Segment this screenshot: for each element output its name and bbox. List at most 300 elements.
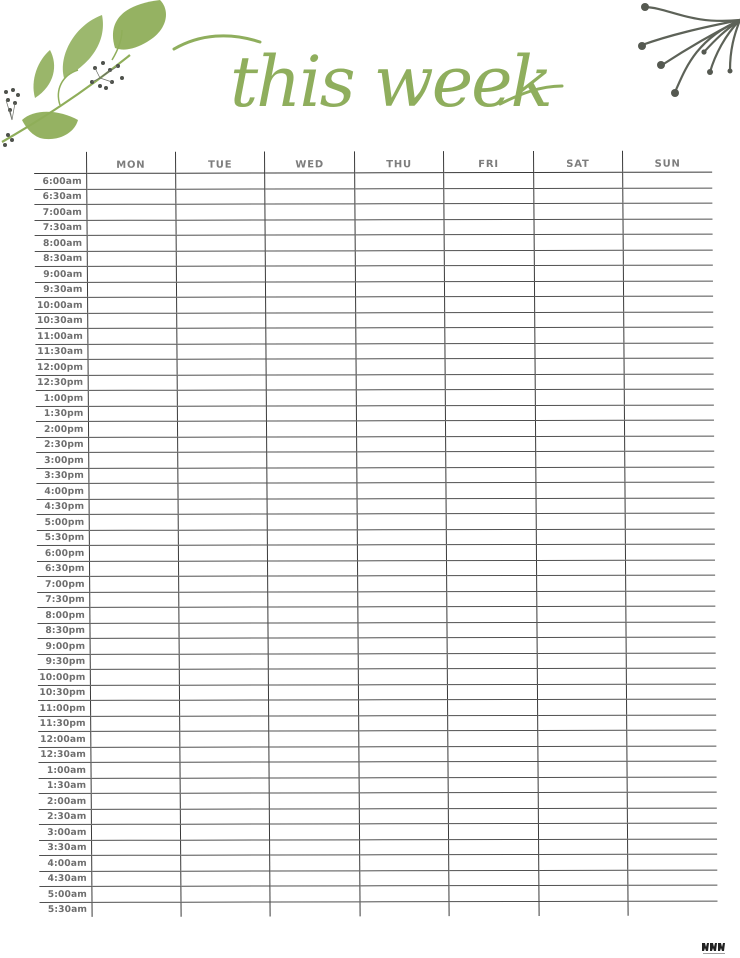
slot-cell-sat[interactable] [537,622,627,638]
slot-cell-tue[interactable] [177,313,267,329]
slot-cell-mon[interactable] [86,173,176,189]
slot-cell-sun[interactable] [626,653,716,669]
slot-cell-thu[interactable] [359,746,449,762]
slot-cell-thu[interactable] [359,824,449,840]
slot-cell-fri[interactable] [446,451,536,467]
slot-cell-mon[interactable] [90,685,180,701]
slot-cell-sat[interactable] [535,343,625,359]
slot-cell-thu[interactable] [355,297,445,313]
slot-cell-tue[interactable] [176,235,266,251]
slot-cell-wed[interactable] [268,529,358,545]
slot-cell-thu[interactable] [358,591,448,607]
slot-cell-mon[interactable] [91,809,181,825]
slot-cell-thu[interactable] [356,452,446,468]
slot-cell-sun[interactable] [627,777,717,793]
slot-cell-tue[interactable] [181,855,271,871]
slot-cell-wed[interactable] [269,715,359,731]
slot-cell-wed[interactable] [268,638,358,654]
slot-cell-mon[interactable] [87,297,177,313]
slot-cell-thu[interactable] [358,700,448,716]
slot-cell-tue[interactable] [179,669,269,685]
slot-cell-sat[interactable] [537,715,627,731]
slot-cell-sat[interactable] [534,281,624,297]
slot-cell-mon[interactable] [88,421,178,437]
slot-cell-sun[interactable] [625,467,715,483]
slot-cell-tue[interactable] [177,375,267,391]
slot-cell-tue[interactable] [178,437,268,453]
slot-cell-wed[interactable] [270,824,360,840]
slot-cell-mon[interactable] [89,607,179,623]
slot-cell-sat[interactable] [538,854,628,870]
slot-cell-mon[interactable] [91,886,181,902]
slot-cell-sat[interactable] [535,420,625,436]
slot-cell-sun[interactable] [624,327,714,343]
slot-cell-thu[interactable] [355,188,445,204]
slot-cell-fri[interactable] [447,606,537,622]
slot-cell-thu[interactable] [356,436,446,452]
slot-cell-wed[interactable] [270,793,360,809]
slot-cell-sat[interactable] [539,885,629,901]
slot-cell-sun[interactable] [623,250,713,266]
slot-cell-tue[interactable] [178,545,268,561]
slot-cell-mon[interactable] [88,468,178,484]
slot-cell-tue[interactable] [181,886,271,902]
slot-cell-mon[interactable] [87,266,177,282]
slot-cell-thu[interactable] [358,622,448,638]
slot-cell-sat[interactable] [536,513,626,529]
slot-cell-sun[interactable] [627,746,717,762]
slot-cell-tue[interactable] [180,778,270,794]
slot-cell-fri[interactable] [449,839,539,855]
slot-cell-mon[interactable] [90,654,180,670]
slot-cell-fri[interactable] [447,637,537,653]
slot-cell-thu[interactable] [356,374,446,390]
slot-cell-sun[interactable] [623,172,713,188]
slot-cell-sat[interactable] [535,374,625,390]
slot-cell-tue[interactable] [178,499,268,515]
slot-cell-mon[interactable] [90,731,180,747]
slot-cell-mon[interactable] [86,204,176,220]
slot-cell-fri[interactable] [448,715,538,731]
slot-cell-thu[interactable] [356,390,446,406]
slot-cell-thu[interactable] [357,498,447,514]
slot-cell-thu[interactable] [357,467,447,483]
slot-cell-wed[interactable] [265,235,355,251]
slot-cell-mon[interactable] [90,700,180,716]
slot-cell-wed[interactable] [270,870,360,886]
slot-cell-tue[interactable] [180,731,270,747]
slot-cell-tue[interactable] [176,282,266,298]
slot-cell-sun[interactable] [623,219,713,235]
slot-cell-mon[interactable] [89,576,179,592]
slot-cell-fri[interactable] [446,529,536,545]
slot-cell-thu[interactable] [355,312,445,328]
slot-cell-sat[interactable] [538,808,628,824]
slot-cell-sat[interactable] [538,792,628,808]
slot-cell-sun[interactable] [625,482,715,498]
slot-cell-thu[interactable] [360,901,450,916]
slot-cell-sat[interactable] [536,591,626,607]
slot-cell-sat[interactable] [535,451,625,467]
slot-cell-sun[interactable] [626,606,716,622]
slot-cell-wed[interactable] [270,886,360,902]
slot-cell-thu[interactable] [357,483,447,499]
slot-cell-thu[interactable] [357,545,447,561]
slot-cell-sat[interactable] [534,203,624,219]
slot-cell-sat[interactable] [536,498,626,514]
slot-cell-sun[interactable] [628,870,718,886]
slot-cell-fri[interactable] [445,296,535,312]
slot-cell-fri[interactable] [445,374,535,390]
slot-cell-thu[interactable] [358,638,448,654]
slot-cell-tue[interactable] [176,189,266,205]
slot-cell-fri[interactable] [444,172,534,188]
slot-cell-fri[interactable] [449,808,539,824]
slot-cell-mon[interactable] [87,251,177,267]
slot-cell-sat[interactable] [534,265,624,281]
slot-cell-thu[interactable] [358,715,448,731]
slot-cell-sun[interactable] [626,684,716,700]
slot-cell-mon[interactable] [89,623,179,639]
slot-cell-fri[interactable] [444,219,534,235]
slot-cell-fri[interactable] [447,544,537,560]
slot-cell-fri[interactable] [448,761,538,777]
slot-cell-thu[interactable] [359,777,449,793]
slot-cell-mon[interactable] [89,592,179,608]
slot-cell-mon[interactable] [89,514,179,530]
slot-cell-fri[interactable] [446,436,536,452]
slot-cell-fri[interactable] [447,560,537,576]
slot-cell-fri[interactable] [448,699,538,715]
slot-cell-mon[interactable] [91,871,181,887]
slot-cell-mon[interactable] [92,902,182,917]
slot-cell-fri[interactable] [447,575,537,591]
slot-cell-thu[interactable] [359,793,449,809]
slot-cell-wed[interactable] [266,266,356,282]
slot-cell-thu[interactable] [354,173,444,189]
slot-cell-fri[interactable] [449,823,539,839]
slot-cell-sun[interactable] [623,281,713,297]
slot-cell-tue[interactable] [181,871,271,887]
slot-cell-tue[interactable] [180,762,270,778]
slot-cell-wed[interactable] [268,545,358,561]
slot-cell-fri[interactable] [445,281,535,297]
slot-cell-fri[interactable] [448,684,538,700]
slot-cell-thu[interactable] [356,328,446,344]
slot-cell-wed[interactable] [269,777,359,793]
slot-cell-fri[interactable] [444,203,534,219]
slot-cell-sun[interactable] [624,312,714,328]
slot-cell-sat[interactable] [537,653,627,669]
slot-cell-wed[interactable] [269,653,359,669]
slot-cell-sat[interactable] [534,296,624,312]
slot-cell-sun[interactable] [624,389,714,405]
slot-cell-sat[interactable] [534,250,624,266]
slot-cell-sun[interactable] [627,808,717,824]
slot-cell-thu[interactable] [359,839,449,855]
slot-cell-fri[interactable] [445,343,535,359]
slot-cell-wed[interactable] [265,173,355,189]
slot-cell-sun[interactable] [628,885,718,901]
slot-cell-sat[interactable] [533,172,623,188]
slot-cell-fri[interactable] [445,327,535,343]
slot-cell-mon[interactable] [88,390,178,406]
slot-cell-tue[interactable] [180,824,270,840]
slot-cell-sat[interactable] [538,777,628,793]
slot-cell-wed[interactable] [267,498,357,514]
slot-cell-wed[interactable] [266,343,356,359]
slot-cell-tue[interactable] [177,359,267,375]
slot-cell-sat[interactable] [535,436,625,452]
slot-cell-mon[interactable] [91,793,181,809]
slot-cell-sun[interactable] [627,823,717,839]
slot-cell-thu[interactable] [358,684,448,700]
slot-cell-sat[interactable] [537,730,627,746]
slot-cell-tue[interactable] [176,204,266,220]
slot-cell-thu[interactable] [355,266,445,282]
slot-cell-thu[interactable] [357,514,447,530]
slot-cell-tue[interactable] [177,297,267,313]
slot-cell-sat[interactable] [538,823,628,839]
slot-cell-fri[interactable] [448,777,538,793]
slot-cell-mon[interactable] [89,530,179,546]
slot-cell-wed[interactable] [267,405,357,421]
slot-cell-tue[interactable] [179,576,269,592]
slot-cell-sun[interactable] [626,591,716,607]
slot-cell-sun[interactable] [627,715,717,731]
slot-cell-mon[interactable] [90,747,180,763]
slot-cell-sun[interactable] [625,451,715,467]
slot-cell-wed[interactable] [269,684,359,700]
slot-cell-mon[interactable] [91,824,181,840]
slot-cell-sat[interactable] [536,544,626,560]
slot-cell-thu[interactable] [356,359,446,375]
slot-cell-fri[interactable] [447,653,537,669]
slot-cell-sat[interactable] [537,637,627,653]
slot-cell-thu[interactable] [359,762,449,778]
slot-cell-wed[interactable] [268,576,358,592]
slot-cell-sun[interactable] [625,529,715,545]
slot-cell-fri[interactable] [446,420,536,436]
slot-cell-fri[interactable] [444,188,534,204]
slot-cell-wed[interactable] [266,281,356,297]
slot-cell-tue[interactable] [180,809,270,825]
slot-cell-fri[interactable] [446,467,536,483]
slot-cell-wed[interactable] [268,514,358,530]
slot-cell-sat[interactable] [539,901,629,916]
slot-cell-wed[interactable] [266,374,356,390]
slot-cell-sun[interactable] [626,622,716,638]
slot-cell-sun[interactable] [625,436,715,452]
slot-cell-tue[interactable] [178,561,268,577]
slot-cell-sun[interactable] [627,761,717,777]
slot-cell-mon[interactable] [89,499,179,515]
slot-cell-sun[interactable] [627,730,717,746]
slot-cell-sat[interactable] [536,606,626,622]
slot-cell-thu[interactable] [358,669,448,685]
slot-cell-sun[interactable] [623,203,713,219]
slot-cell-mon[interactable] [88,375,178,391]
slot-cell-sat[interactable] [537,746,627,762]
slot-cell-fri[interactable] [445,389,535,405]
slot-cell-sun[interactable] [628,901,718,916]
slot-cell-sun[interactable] [628,839,718,855]
slot-cell-thu[interactable] [355,204,445,220]
slot-cell-mon[interactable] [89,561,179,577]
slot-cell-fri[interactable] [444,250,534,266]
slot-cell-thu[interactable] [356,343,446,359]
slot-cell-tue[interactable] [179,654,269,670]
slot-cell-fri[interactable] [447,622,537,638]
slot-cell-sun[interactable] [624,343,714,359]
slot-cell-fri[interactable] [444,234,534,250]
slot-cell-mon[interactable] [90,716,180,732]
slot-cell-fri[interactable] [447,668,537,684]
slot-cell-fri[interactable] [445,265,535,281]
slot-cell-tue[interactable] [176,220,266,236]
slot-cell-sat[interactable] [534,219,624,235]
slot-cell-thu[interactable] [359,808,449,824]
slot-cell-sat[interactable] [536,575,626,591]
slot-cell-wed[interactable] [266,328,356,344]
slot-cell-sat[interactable] [537,699,627,715]
slot-cell-tue[interactable] [178,530,268,546]
slot-cell-sun[interactable] [625,513,715,529]
slot-cell-sat[interactable] [535,358,625,374]
slot-cell-wed[interactable] [270,855,360,871]
slot-cell-tue[interactable] [179,638,269,654]
slot-cell-sat[interactable] [538,870,628,886]
slot-cell-wed[interactable] [267,390,357,406]
slot-cell-sat[interactable] [536,529,626,545]
slot-cell-tue[interactable] [179,607,269,623]
slot-cell-thu[interactable] [357,560,447,576]
slot-cell-wed[interactable] [265,219,355,235]
slot-cell-sun[interactable] [623,188,713,204]
slot-cell-wed[interactable] [270,839,360,855]
slot-cell-mon[interactable] [87,282,177,298]
slot-cell-tue[interactable] [178,452,268,468]
slot-cell-sat[interactable] [538,761,628,777]
slot-cell-wed[interactable] [266,312,356,328]
slot-cell-sat[interactable] [536,482,626,498]
slot-cell-fri[interactable] [448,792,538,808]
slot-cell-wed[interactable] [268,622,358,638]
slot-cell-mon[interactable] [91,778,181,794]
slot-cell-sat[interactable] [533,188,623,204]
slot-cell-tue[interactable] [180,716,270,732]
slot-cell-wed[interactable] [267,483,357,499]
slot-cell-sun[interactable] [626,637,716,653]
slot-cell-mon[interactable] [87,344,177,360]
slot-cell-sat[interactable] [534,312,624,328]
slot-cell-tue[interactable] [179,685,269,701]
slot-cell-sat[interactable] [537,684,627,700]
slot-cell-sat[interactable] [535,389,625,405]
slot-cell-thu[interactable] [359,855,449,871]
slot-cell-thu[interactable] [357,576,447,592]
slot-cell-sun[interactable] [626,668,716,684]
slot-cell-wed[interactable] [266,250,356,266]
slot-cell-mon[interactable] [90,669,180,685]
slot-cell-tue[interactable] [179,592,269,608]
slot-cell-tue[interactable] [176,266,266,282]
slot-cell-wed[interactable] [270,901,360,916]
slot-cell-mon[interactable] [87,235,177,251]
slot-cell-sat[interactable] [536,560,626,576]
slot-cell-mon[interactable] [89,545,179,561]
slot-cell-mon[interactable] [91,840,181,856]
slot-cell-mon[interactable] [91,855,181,871]
slot-cell-fri[interactable] [446,405,536,421]
slot-cell-thu[interactable] [359,731,449,747]
slot-cell-wed[interactable] [266,297,356,313]
slot-cell-tue[interactable] [180,840,270,856]
slot-cell-mon[interactable] [90,762,180,778]
slot-cell-fri[interactable] [446,498,536,514]
slot-cell-tue[interactable] [178,514,268,530]
slot-cell-wed[interactable] [269,746,359,762]
slot-cell-thu[interactable] [355,219,445,235]
slot-cell-thu[interactable] [356,405,446,421]
slot-cell-wed[interactable] [265,204,355,220]
slot-cell-wed[interactable] [269,731,359,747]
slot-cell-tue[interactable] [179,700,269,716]
slot-cell-wed[interactable] [270,808,360,824]
slot-cell-wed[interactable] [267,421,357,437]
slot-cell-mon[interactable] [87,220,177,236]
slot-cell-wed[interactable] [267,436,357,452]
slot-cell-tue[interactable] [177,328,267,344]
slot-cell-thu[interactable] [355,250,445,266]
slot-cell-wed[interactable] [268,560,358,576]
slot-cell-thu[interactable] [360,886,450,902]
slot-cell-sun[interactable] [628,854,718,870]
slot-cell-tue[interactable] [178,483,268,499]
slot-cell-wed[interactable] [265,188,355,204]
slot-cell-thu[interactable] [358,607,448,623]
slot-cell-fri[interactable] [449,854,539,870]
slot-cell-sun[interactable] [626,575,716,591]
slot-cell-fri[interactable] [447,591,537,607]
slot-cell-tue[interactable] [176,173,266,189]
slot-cell-fri[interactable] [445,312,535,328]
slot-cell-fri[interactable] [448,730,538,746]
slot-cell-wed[interactable] [267,452,357,468]
slot-cell-tue[interactable] [178,468,268,484]
slot-cell-mon[interactable] [88,452,178,468]
slot-cell-sun[interactable] [626,560,716,576]
slot-cell-mon[interactable] [88,483,178,499]
slot-cell-sun[interactable] [624,405,714,421]
slot-cell-wed[interactable] [269,700,359,716]
slot-cell-sun[interactable] [623,234,713,250]
slot-cell-fri[interactable] [449,885,539,901]
slot-cell-tue[interactable] [181,902,271,917]
slot-cell-tue[interactable] [177,421,267,437]
slot-cell-tue[interactable] [180,747,270,763]
slot-cell-wed[interactable] [269,669,359,685]
slot-cell-fri[interactable] [445,358,535,374]
slot-cell-sun[interactable] [627,699,717,715]
slot-cell-sat[interactable] [538,839,628,855]
slot-cell-thu[interactable] [355,281,445,297]
slot-cell-sun[interactable] [623,265,713,281]
slot-cell-sun[interactable] [624,374,714,390]
slot-cell-thu[interactable] [358,653,448,669]
slot-cell-thu[interactable] [357,529,447,545]
slot-cell-sat[interactable] [534,234,624,250]
